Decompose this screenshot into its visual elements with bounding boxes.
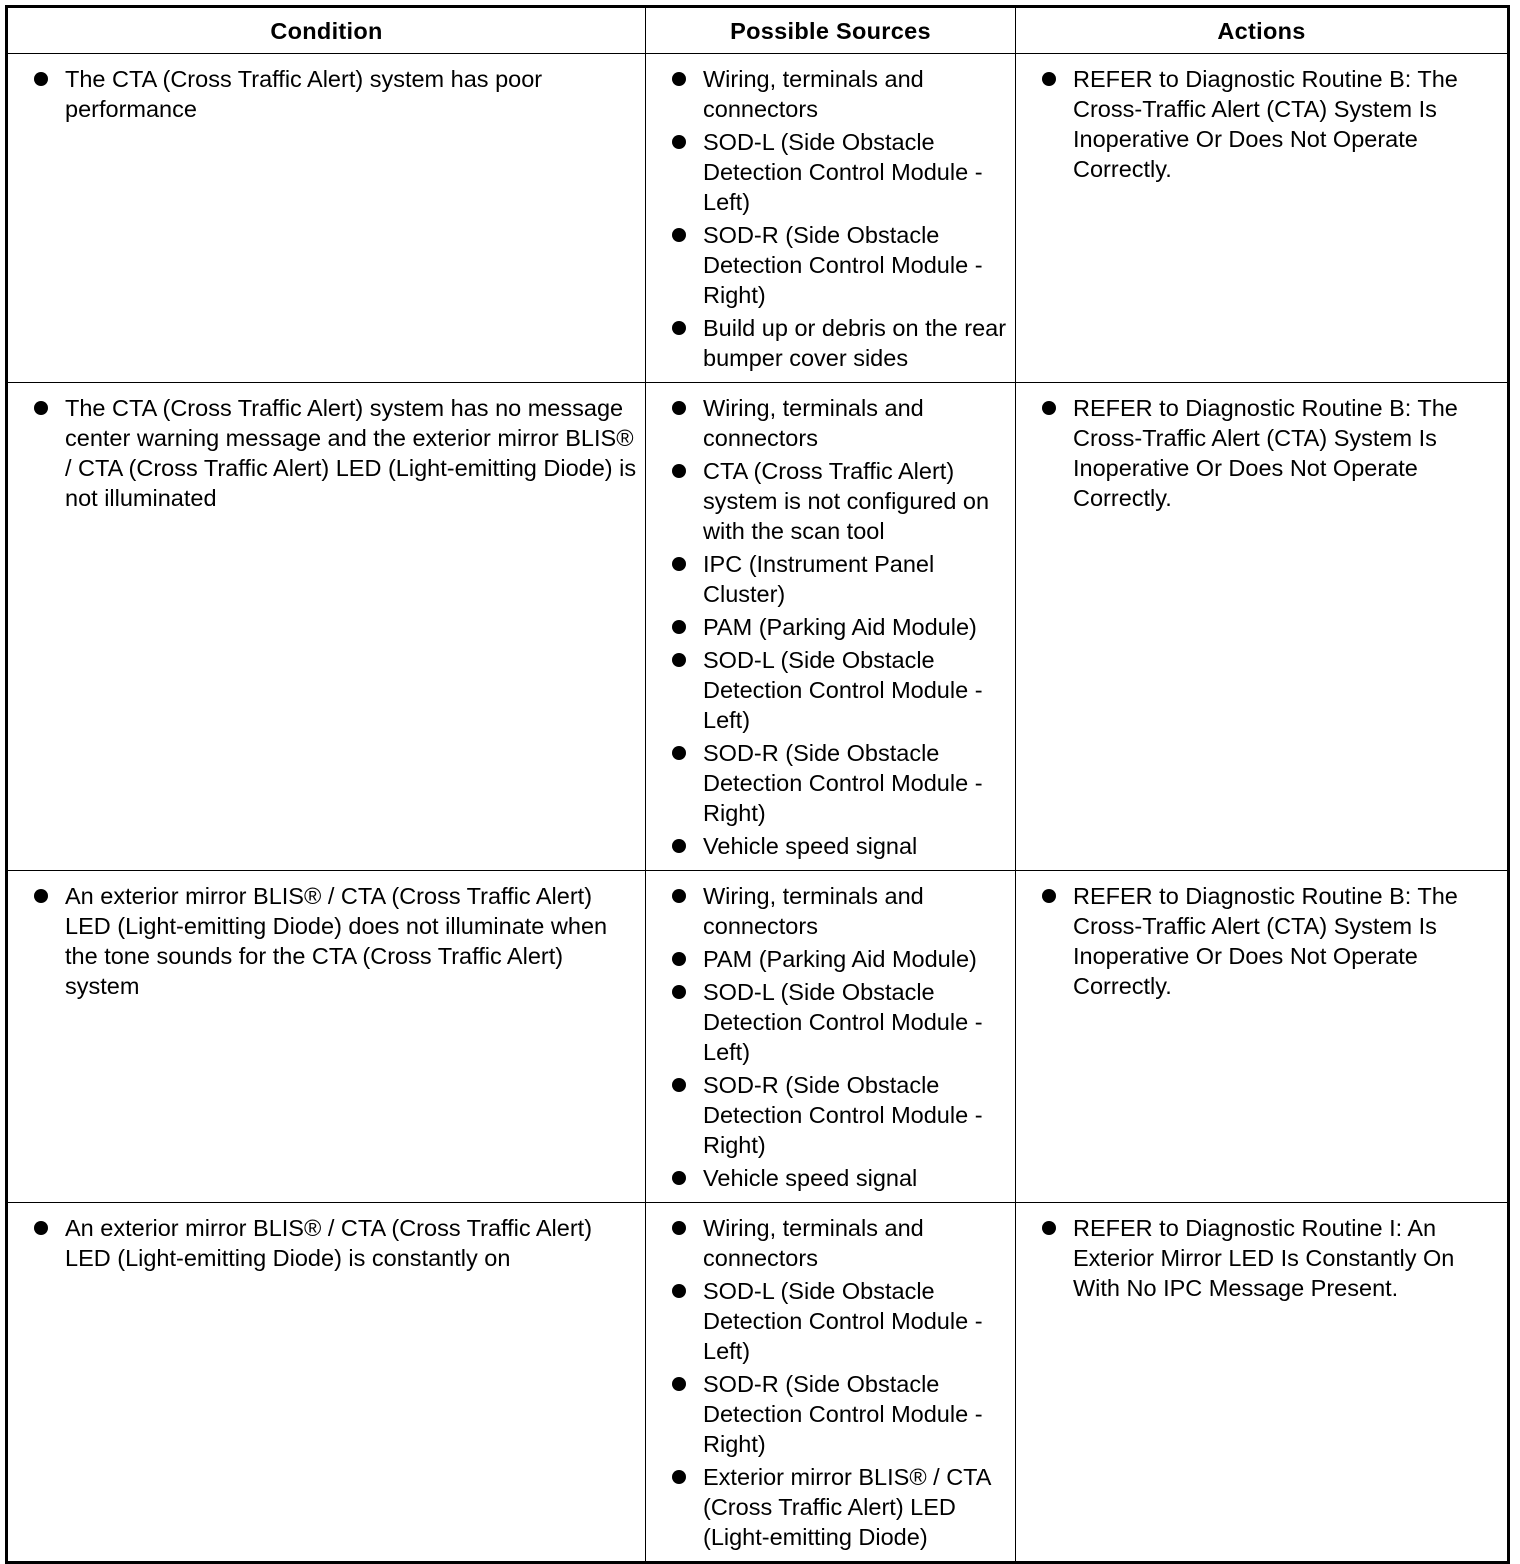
- sources-cell: [646, 871, 1016, 1203]
- action-text: REFER to Diagnostic Routine B: The Cross-Traffic Alert (CTA) System Is Inoperative Or Does Not Operate Correctly.: [1016, 881, 1507, 1001]
- header-condition: Condition: [7, 7, 646, 54]
- condition-cell: [7, 383, 646, 871]
- source-item: Wiring, terminals and connectors: [646, 1213, 1015, 1273]
- source-item: Exterior mirror BLIS® / CTA (Cross Traffic Alert) LED (Light-emitting Diode): [646, 1462, 1015, 1552]
- table-row: [7, 871, 1509, 1203]
- condition-cell: [7, 1203, 646, 1563]
- source-item: SOD-R (Side Obstacle Detection Control Module - Right): [646, 738, 1015, 828]
- table-row: [7, 1203, 1509, 1563]
- header-actions: Actions: [1016, 7, 1509, 54]
- source-item: Build up or debris on the rear bumper cover sides: [646, 313, 1015, 373]
- sources-cell: [646, 54, 1016, 383]
- sources-cell: [646, 1203, 1016, 1563]
- header-possible-sources: Possible Sources: [646, 7, 1016, 54]
- source-item: PAM (Parking Aid Module): [646, 944, 1015, 974]
- action-cell: [1016, 54, 1509, 383]
- source-item: SOD-L (Side Obstacle Detection Control Module - Left): [646, 127, 1015, 217]
- source-item: SOD-R (Side Obstacle Detection Control Module - Right): [646, 220, 1015, 310]
- source-item: SOD-L (Side Obstacle Detection Control Module - Left): [646, 1276, 1015, 1366]
- source-item: Vehicle speed signal: [646, 1163, 1015, 1193]
- action-text: REFER to Diagnostic Routine I: An Exterior Mirror LED Is Constantly On With No IPC Message Present.: [1016, 1213, 1507, 1303]
- condition-text: The CTA (Cross Traffic Alert) system has poor performance: [8, 64, 645, 124]
- sources-cell: [646, 383, 1016, 871]
- action-cell: [1016, 383, 1509, 871]
- source-item: Wiring, terminals and connectors: [646, 881, 1015, 941]
- source-item: Wiring, terminals and connectors: [646, 393, 1015, 453]
- action-text: REFER to Diagnostic Routine B: The Cross-Traffic Alert (CTA) System Is Inoperative Or Does Not Operate Correctly.: [1016, 64, 1507, 184]
- table-row: [7, 54, 1509, 383]
- symptom-chart-table: [5, 5, 1510, 1564]
- action-cell: [1016, 871, 1509, 1203]
- source-item: Wiring, terminals and connectors: [646, 64, 1015, 124]
- table-row: [7, 383, 1509, 871]
- source-item: SOD-R (Side Obstacle Detection Control Module - Right): [646, 1369, 1015, 1459]
- source-item: SOD-R (Side Obstacle Detection Control Module - Right): [646, 1070, 1015, 1160]
- condition-text: An exterior mirror BLIS® / CTA (Cross Traffic Alert) LED (Light-emitting Diode) does not illuminate when the tone sounds for the CTA (Cross Traffic Alert) system: [8, 881, 645, 1001]
- action-text: REFER to Diagnostic Routine B: The Cross-Traffic Alert (CTA) System Is Inoperative Or Does Not Operate Correctly.: [1016, 393, 1507, 513]
- source-item: IPC (Instrument Panel Cluster): [646, 549, 1015, 609]
- condition-cell: [7, 871, 646, 1203]
- source-item: SOD-L (Side Obstacle Detection Control Module - Left): [646, 977, 1015, 1067]
- condition-cell: [7, 54, 646, 383]
- source-item: Vehicle speed signal: [646, 831, 1015, 861]
- source-item: SOD-L (Side Obstacle Detection Control Module - Left): [646, 645, 1015, 735]
- condition-text: An exterior mirror BLIS® / CTA (Cross Traffic Alert) LED (Light-emitting Diode) is constantly on: [8, 1213, 645, 1273]
- action-cell: [1016, 1203, 1509, 1563]
- source-item: PAM (Parking Aid Module): [646, 612, 1015, 642]
- source-item: CTA (Cross Traffic Alert) system is not configured on with the scan tool: [646, 456, 1015, 546]
- condition-text: The CTA (Cross Traffic Alert) system has no message center warning message and the exterior mirror BLIS® / CTA (Cross Traffic Alert) LED (Light-emitting Diode) is not illuminated: [8, 393, 645, 513]
- header-row: [7, 7, 1509, 54]
